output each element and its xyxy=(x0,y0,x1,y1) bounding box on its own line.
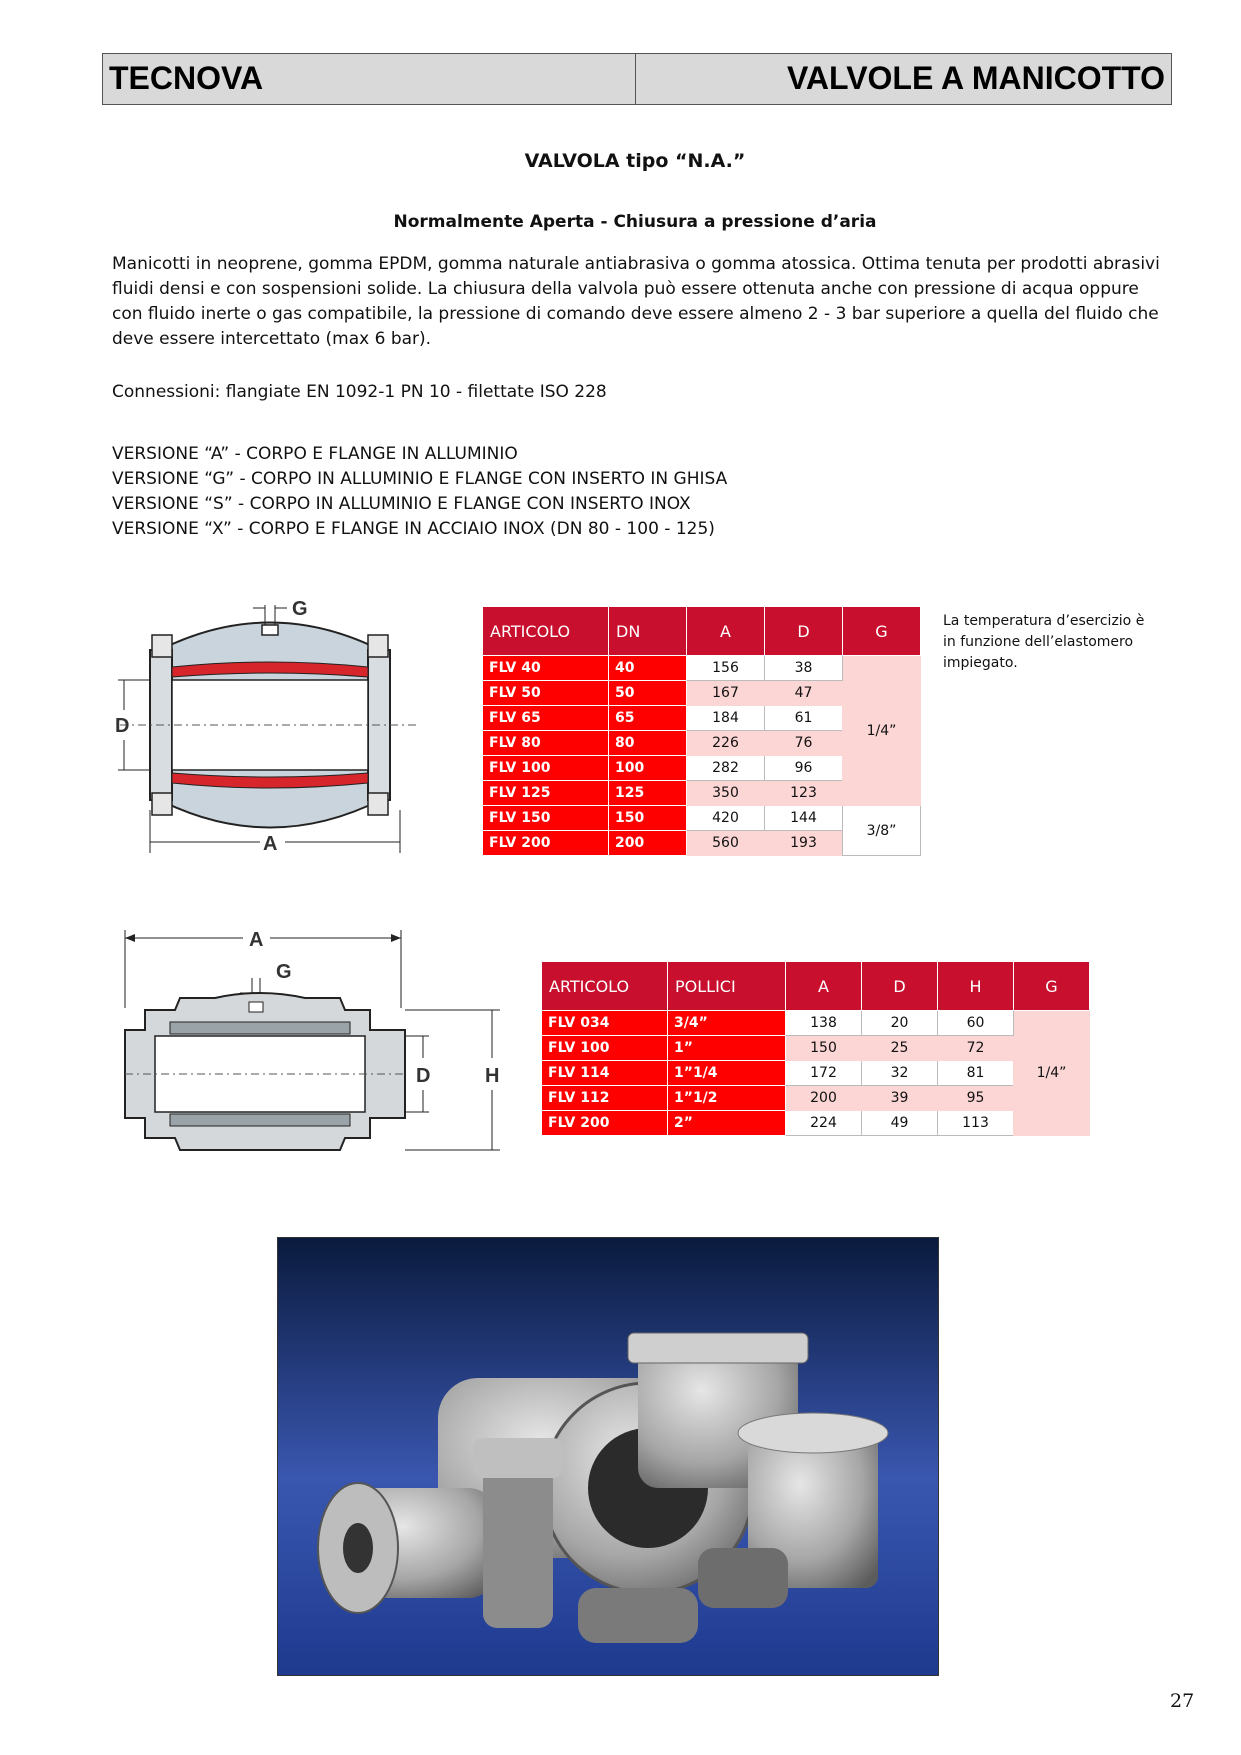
connections-paragraph: Connessioni: flangiate EN 1092-1 PN 10 - filettate ISO 228 xyxy=(112,382,607,402)
page-subtitle: Normalmente Aperta - Chiusura a pressione d’aria xyxy=(393,212,877,232)
cell-d: 144 xyxy=(765,806,843,831)
cell-h: 60 xyxy=(938,1011,1014,1036)
cell-dn: 100 xyxy=(609,756,687,781)
table-row xyxy=(542,1086,1090,1111)
col-header-d: D xyxy=(862,962,938,1011)
header-section xyxy=(636,54,1171,104)
table-row xyxy=(483,656,921,681)
cell-g: 3/8” xyxy=(843,806,921,856)
header-brand xyxy=(103,54,636,104)
cell-a: 184 xyxy=(687,706,765,731)
cell-pollici: 1”1/4 xyxy=(668,1061,786,1086)
col-header-d: D xyxy=(765,607,843,656)
cell-articolo: FLV 65 xyxy=(483,706,609,731)
col-header-g: G xyxy=(1014,962,1090,1011)
cell-articolo: FLV 112 xyxy=(542,1086,668,1111)
cell-a: 200 xyxy=(786,1086,862,1111)
page-title: VALVOLA tipo “N.A.” xyxy=(524,150,746,172)
version-item: VERSIONE “G” - CORPO IN ALLUMINIO E FLANGE CON INSERTO IN GHISA xyxy=(112,469,728,489)
table-row xyxy=(542,1111,1090,1136)
cell-d: 123 xyxy=(765,781,843,806)
table-row xyxy=(542,1036,1090,1061)
col-header-a: A xyxy=(687,607,765,656)
cell-pollici: 1” xyxy=(668,1036,786,1061)
cell-articolo: FLV 100 xyxy=(542,1036,668,1061)
col-header-g: G xyxy=(843,607,921,656)
version-item: VERSIONE “S” - CORPO IN ALLUMINIO E FLANGE CON INSERTO INOX xyxy=(112,494,691,514)
dim-label-a: A xyxy=(263,833,278,855)
product-photo xyxy=(277,1237,939,1676)
col-header-articolo: ARTICOLO xyxy=(542,962,668,1011)
temperature-note: La temperatura d’esercizio è in funzione dell’elastomero impiegato. xyxy=(943,613,1145,671)
description-paragraph: Manicotti in neoprene, gomma EPDM, gomma naturale antiabrasiva o gomma atossica. Ottima tenuta per prodotti abrasivi fluidi densi e con sospensioni solide. La chiusura della valvola può essere ottenuta anche con pressione di acqua oppure con fluido inerte o gas compatibile, la pressione di comando deve essere almeno 2 - 3 bar superiore a quella del fluido che deve essere intercettato (max 6 bar). xyxy=(112,254,1160,349)
threaded-spec-table xyxy=(541,961,1090,1136)
cell-dn: 50 xyxy=(609,681,687,706)
cell-articolo: FLV 150 xyxy=(483,806,609,831)
dim-label-d: D xyxy=(115,715,130,737)
cell-articolo: FLV 100 xyxy=(483,756,609,781)
cell-a: 420 xyxy=(687,806,765,831)
cell-articolo: FLV 80 xyxy=(483,731,609,756)
col-header-pollici: POLLICI xyxy=(668,962,786,1011)
cell-d: 49 xyxy=(862,1111,938,1136)
col-header-articolo: ARTICOLO xyxy=(483,607,609,656)
cell-articolo: FLV 50 xyxy=(483,681,609,706)
cell-d: 20 xyxy=(862,1011,938,1036)
dim-label-a: A xyxy=(249,929,264,951)
cell-g: 1/4” xyxy=(1014,1011,1090,1136)
cell-d: 25 xyxy=(862,1036,938,1061)
dim-label-d: D xyxy=(416,1065,431,1087)
table-header-row xyxy=(483,607,921,656)
cell-dn: 40 xyxy=(609,656,687,681)
cell-d: 193 xyxy=(765,831,843,856)
cell-pollici: 3/4” xyxy=(668,1011,786,1036)
cell-a: 282 xyxy=(687,756,765,781)
cell-d: 32 xyxy=(862,1061,938,1086)
cell-a: 350 xyxy=(687,781,765,806)
dim-label-g: G xyxy=(292,598,308,620)
cell-dn: 150 xyxy=(609,806,687,831)
cell-a: 224 xyxy=(786,1111,862,1136)
version-item: VERSIONE “X” - CORPO E FLANGE IN ACCIAIO INOX (DN 80 - 100 - 125) xyxy=(112,519,715,539)
cell-d: 47 xyxy=(765,681,843,706)
cell-h: 113 xyxy=(938,1111,1014,1136)
cell-d: 39 xyxy=(862,1086,938,1111)
cell-d: 96 xyxy=(765,756,843,781)
cell-a: 150 xyxy=(786,1036,862,1061)
cell-a: 172 xyxy=(786,1061,862,1086)
col-header-dn: DN xyxy=(609,607,687,656)
cell-articolo: FLV 200 xyxy=(542,1111,668,1136)
versions-list xyxy=(112,442,727,542)
cell-d: 61 xyxy=(765,706,843,731)
cell-articolo: FLV 200 xyxy=(483,831,609,856)
brand-name: TECNOVA xyxy=(109,60,264,96)
cell-a: 167 xyxy=(687,681,765,706)
table-row xyxy=(483,806,921,831)
cell-pollici: 1”1/2 xyxy=(668,1086,786,1111)
cell-dn: 65 xyxy=(609,706,687,731)
version-item: VERSIONE “A” - CORPO E FLANGE IN ALLUMINIO xyxy=(112,444,518,464)
cell-pollici: 2” xyxy=(668,1111,786,1136)
flanged-spec-table xyxy=(482,606,921,856)
cell-d: 38 xyxy=(765,656,843,681)
page-header xyxy=(102,53,1172,105)
table-row xyxy=(542,1011,1090,1036)
flanged-valve-diagram xyxy=(110,595,430,860)
threaded-valve-diagram xyxy=(115,918,520,1168)
cell-articolo: FLV 125 xyxy=(483,781,609,806)
dim-label-h: H xyxy=(485,1065,500,1087)
table-header-row xyxy=(542,962,1090,1011)
cell-dn: 125 xyxy=(609,781,687,806)
col-header-h: H xyxy=(938,962,1014,1011)
table-row xyxy=(542,1061,1090,1086)
cell-dn: 200 xyxy=(609,831,687,856)
cell-g: 1/4” xyxy=(843,656,921,806)
col-header-a: A xyxy=(786,962,862,1011)
section-title: VALVOLE A MANICOTTO xyxy=(786,60,1165,96)
cell-articolo: FLV 114 xyxy=(542,1061,668,1086)
cell-h: 95 xyxy=(938,1086,1014,1111)
cell-dn: 80 xyxy=(609,731,687,756)
cell-a: 138 xyxy=(786,1011,862,1036)
cell-articolo: FLV 034 xyxy=(542,1011,668,1036)
cell-a: 156 xyxy=(687,656,765,681)
page-number: 27 xyxy=(1170,1690,1195,1712)
cell-a: 560 xyxy=(687,831,765,856)
cell-d: 76 xyxy=(765,731,843,756)
cell-h: 72 xyxy=(938,1036,1014,1061)
cell-a: 226 xyxy=(687,731,765,756)
cell-h: 81 xyxy=(938,1061,1014,1086)
cell-articolo: FLV 40 xyxy=(483,656,609,681)
dim-label-g: G xyxy=(276,961,292,983)
